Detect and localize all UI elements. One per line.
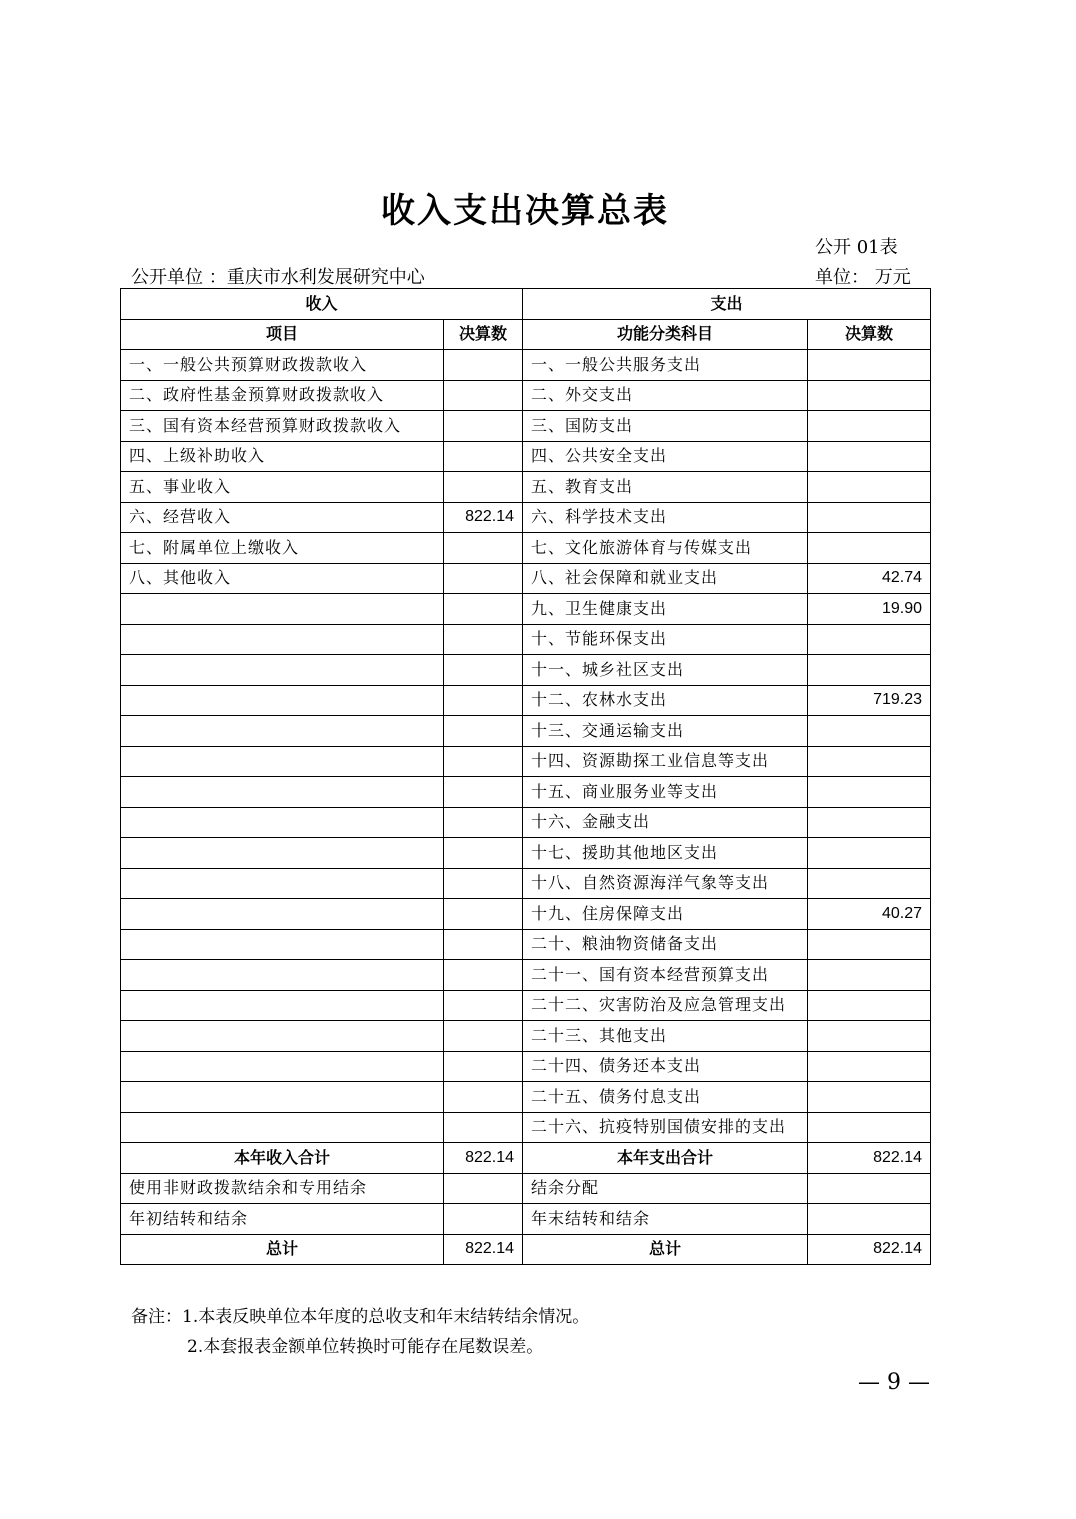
- income-amount: [444, 868, 523, 899]
- income-amount-header: 决算数: [444, 319, 523, 350]
- table-row: [121, 502, 931, 533]
- table-row: [121, 929, 931, 960]
- income-item: 四、上级补助收入: [121, 441, 444, 472]
- income-amount: [444, 655, 523, 686]
- income-amount: [444, 624, 523, 655]
- income-item: [121, 1082, 444, 1113]
- table-row: [121, 350, 931, 381]
- table-row: [121, 441, 931, 472]
- income-amount: [444, 807, 523, 838]
- expense-item: 一、一般公共服务支出: [523, 350, 808, 381]
- income-item: 五、事业收入: [121, 472, 444, 503]
- expense-item: 二十三、其他支出: [523, 1021, 808, 1052]
- expense-amount: 719.23: [808, 685, 931, 716]
- expense-amount: [808, 441, 931, 472]
- income-item: [121, 746, 444, 777]
- income-item-header: 项目: [121, 319, 444, 350]
- expense-total-label: 总计: [523, 1234, 808, 1265]
- expense-item: 十六、金融支出: [523, 807, 808, 838]
- expense-amount: [808, 655, 931, 686]
- income-amount: [444, 1051, 523, 1082]
- income-item: 年初结转和结余: [121, 1204, 444, 1235]
- income-expense-table: [120, 288, 931, 1265]
- income-amount: [444, 746, 523, 777]
- expense-amount: [808, 929, 931, 960]
- expense-item: 二十二、灾害防治及应急管理支出: [523, 990, 808, 1021]
- income-item: 七、附属单位上缴收入: [121, 533, 444, 564]
- expense-amount: [808, 960, 931, 991]
- income-item: [121, 624, 444, 655]
- page-number: — 9 —: [858, 1370, 930, 1395]
- table-row: [121, 624, 931, 655]
- expense-item: 十五、商业服务业等支出: [523, 777, 808, 808]
- income-amount: [444, 563, 523, 594]
- income-section-header: 收入: [121, 289, 523, 320]
- expense-amount: [808, 533, 931, 564]
- expense-item: 八、社会保障和就业支出: [523, 563, 808, 594]
- income-amount: [444, 899, 523, 930]
- income-amount: [444, 716, 523, 747]
- expense-amount: [808, 411, 931, 442]
- expense-item: 二十六、抗疫特别国债安排的支出: [523, 1112, 808, 1143]
- income-item: [121, 1051, 444, 1082]
- table-row: [121, 807, 931, 838]
- income-item: [121, 716, 444, 747]
- expense-item: 十九、住房保障支出: [523, 899, 808, 930]
- income-item: 六、经营收入: [121, 502, 444, 533]
- expense-amount: [808, 777, 931, 808]
- expense-amount: 42.74: [808, 563, 931, 594]
- expense-item: 二十一、国有资本经营预算支出: [523, 960, 808, 991]
- income-amount: [444, 777, 523, 808]
- income-total-amount: 822.14: [444, 1234, 523, 1265]
- grand-total-row: [121, 1234, 931, 1265]
- income-amount: [444, 472, 523, 503]
- income-amount: [444, 685, 523, 716]
- expense-item: 十一、城乡社区支出: [523, 655, 808, 686]
- expense-item: 七、文化旅游体育与传媒支出: [523, 533, 808, 564]
- income-amount: [444, 1204, 523, 1235]
- expense-item: 三、国防支出: [523, 411, 808, 442]
- income-item: [121, 685, 444, 716]
- expense-item: 十七、援助其他地区支出: [523, 838, 808, 869]
- income-total-label: 本年收入合计: [121, 1143, 444, 1174]
- expense-amount: [808, 350, 931, 381]
- expense-amount-header: 决算数: [808, 319, 931, 350]
- expense-amount: [808, 472, 931, 503]
- expense-amount: [808, 1051, 931, 1082]
- income-item: 一、一般公共预算财政拨款收入: [121, 350, 444, 381]
- income-item: [121, 868, 444, 899]
- expense-amount: [808, 1112, 931, 1143]
- expense-item: 十二、农林水支出: [523, 685, 808, 716]
- expense-item: 九、卫生健康支出: [523, 594, 808, 625]
- income-amount: [444, 1112, 523, 1143]
- table-row: [121, 533, 931, 564]
- income-amount: [444, 1021, 523, 1052]
- table-row: [121, 411, 931, 442]
- income-amount: [444, 533, 523, 564]
- table-row: [121, 380, 931, 411]
- expense-item: 二十四、债务还本支出: [523, 1051, 808, 1082]
- expense-item: 二十、粮油物资储备支出: [523, 929, 808, 960]
- income-amount: 822.14: [444, 502, 523, 533]
- expense-item: 二、外交支出: [523, 380, 808, 411]
- expense-amount: [808, 746, 931, 777]
- income-item: [121, 1112, 444, 1143]
- expense-item: 五、教育支出: [523, 472, 808, 503]
- expense-item: 十三、交通运输支出: [523, 716, 808, 747]
- table-row: [121, 685, 931, 716]
- expense-amount: [808, 380, 931, 411]
- income-item: [121, 777, 444, 808]
- expense-item: 十四、资源勘探工业信息等支出: [523, 746, 808, 777]
- expense-section-header: 支出: [523, 289, 931, 320]
- table-row: [121, 838, 931, 869]
- table-row: [121, 1082, 931, 1113]
- header-row-columns: [121, 319, 931, 350]
- income-item: [121, 960, 444, 991]
- table-row: [121, 1112, 931, 1143]
- income-total-amount: 822.14: [444, 1143, 523, 1174]
- income-item: [121, 990, 444, 1021]
- income-amount: [444, 1082, 523, 1113]
- expense-amount: [808, 807, 931, 838]
- income-amount: [444, 960, 523, 991]
- income-amount: [444, 411, 523, 442]
- table-row: [121, 1051, 931, 1082]
- expense-amount: [808, 716, 931, 747]
- currency-unit: 单位： 万元: [815, 267, 911, 288]
- expense-amount: [808, 1173, 931, 1204]
- expense-item-header: 功能分类科目: [523, 319, 808, 350]
- income-amount: [444, 380, 523, 411]
- expense-item: 二十五、债务付息支出: [523, 1082, 808, 1113]
- income-amount: [444, 990, 523, 1021]
- income-amount: [444, 838, 523, 869]
- expense-amount: 40.27: [808, 899, 931, 930]
- table-row: [121, 563, 931, 594]
- table-row: [121, 899, 931, 930]
- table-row: [121, 716, 931, 747]
- table-row: [121, 472, 931, 503]
- table-row: [121, 1173, 931, 1204]
- income-amount: [444, 594, 523, 625]
- income-amount: [444, 929, 523, 960]
- expense-total-amount: 822.14: [808, 1143, 931, 1174]
- income-item: [121, 929, 444, 960]
- table-row: [121, 594, 931, 625]
- expense-item: 六、科学技术支出: [523, 502, 808, 533]
- income-amount: [444, 350, 523, 381]
- reporting-unit: 公开单位 ：重庆市水利发展研究中心: [131, 267, 425, 288]
- expense-amount: [808, 868, 931, 899]
- expense-amount: [808, 502, 931, 533]
- income-item: 使用非财政拨款结余和专用结余: [121, 1173, 444, 1204]
- expense-total-amount: 822.14: [808, 1234, 931, 1265]
- expense-amount: [808, 624, 931, 655]
- expense-amount: [808, 1082, 931, 1113]
- year-total-row: [121, 1143, 931, 1174]
- income-item: [121, 1021, 444, 1052]
- form-code: 公开 01表: [815, 237, 898, 258]
- table-body: [121, 289, 931, 1265]
- expense-amount: [808, 838, 931, 869]
- table-row: [121, 655, 931, 686]
- table-row: [121, 960, 931, 991]
- header-row-sections: [121, 289, 931, 320]
- expense-item: 四、公共安全支出: [523, 441, 808, 472]
- income-item: [121, 838, 444, 869]
- income-item: 三、国有资本经营预算财政拨款收入: [121, 411, 444, 442]
- table-row: [121, 990, 931, 1021]
- expense-amount: [808, 1204, 931, 1235]
- note-line-2: 2.本套报表金额单位转换时可能存在尾数误差。: [187, 1337, 544, 1357]
- income-amount: [444, 441, 523, 472]
- expense-amount: [808, 1021, 931, 1052]
- expense-item: 十八、自然资源海洋气象等支出: [523, 868, 808, 899]
- expense-amount: 19.90: [808, 594, 931, 625]
- page-title: 收入支出决算总表: [381, 191, 669, 231]
- income-item: [121, 655, 444, 686]
- expense-total-label: 本年支出合计: [523, 1143, 808, 1174]
- income-item: [121, 807, 444, 838]
- table-row: [121, 746, 931, 777]
- income-item: 八、其他收入: [121, 563, 444, 594]
- expense-item: 十、节能环保支出: [523, 624, 808, 655]
- expense-item: 年末结转和结余: [523, 1204, 808, 1235]
- expense-amount: [808, 990, 931, 1021]
- income-item: [121, 594, 444, 625]
- income-amount: [444, 1173, 523, 1204]
- table-row: [121, 1021, 931, 1052]
- expense-item: 结余分配: [523, 1173, 808, 1204]
- income-total-label: 总计: [121, 1234, 444, 1265]
- table-row: [121, 868, 931, 899]
- table-row: [121, 1204, 931, 1235]
- table-row: [121, 777, 931, 808]
- income-item: 二、政府性基金预算财政拨款收入: [121, 380, 444, 411]
- income-item: [121, 899, 444, 930]
- note-line-1: 备注：1.本表反映单位本年度的总收支和年末结转结余情况。: [131, 1307, 590, 1327]
